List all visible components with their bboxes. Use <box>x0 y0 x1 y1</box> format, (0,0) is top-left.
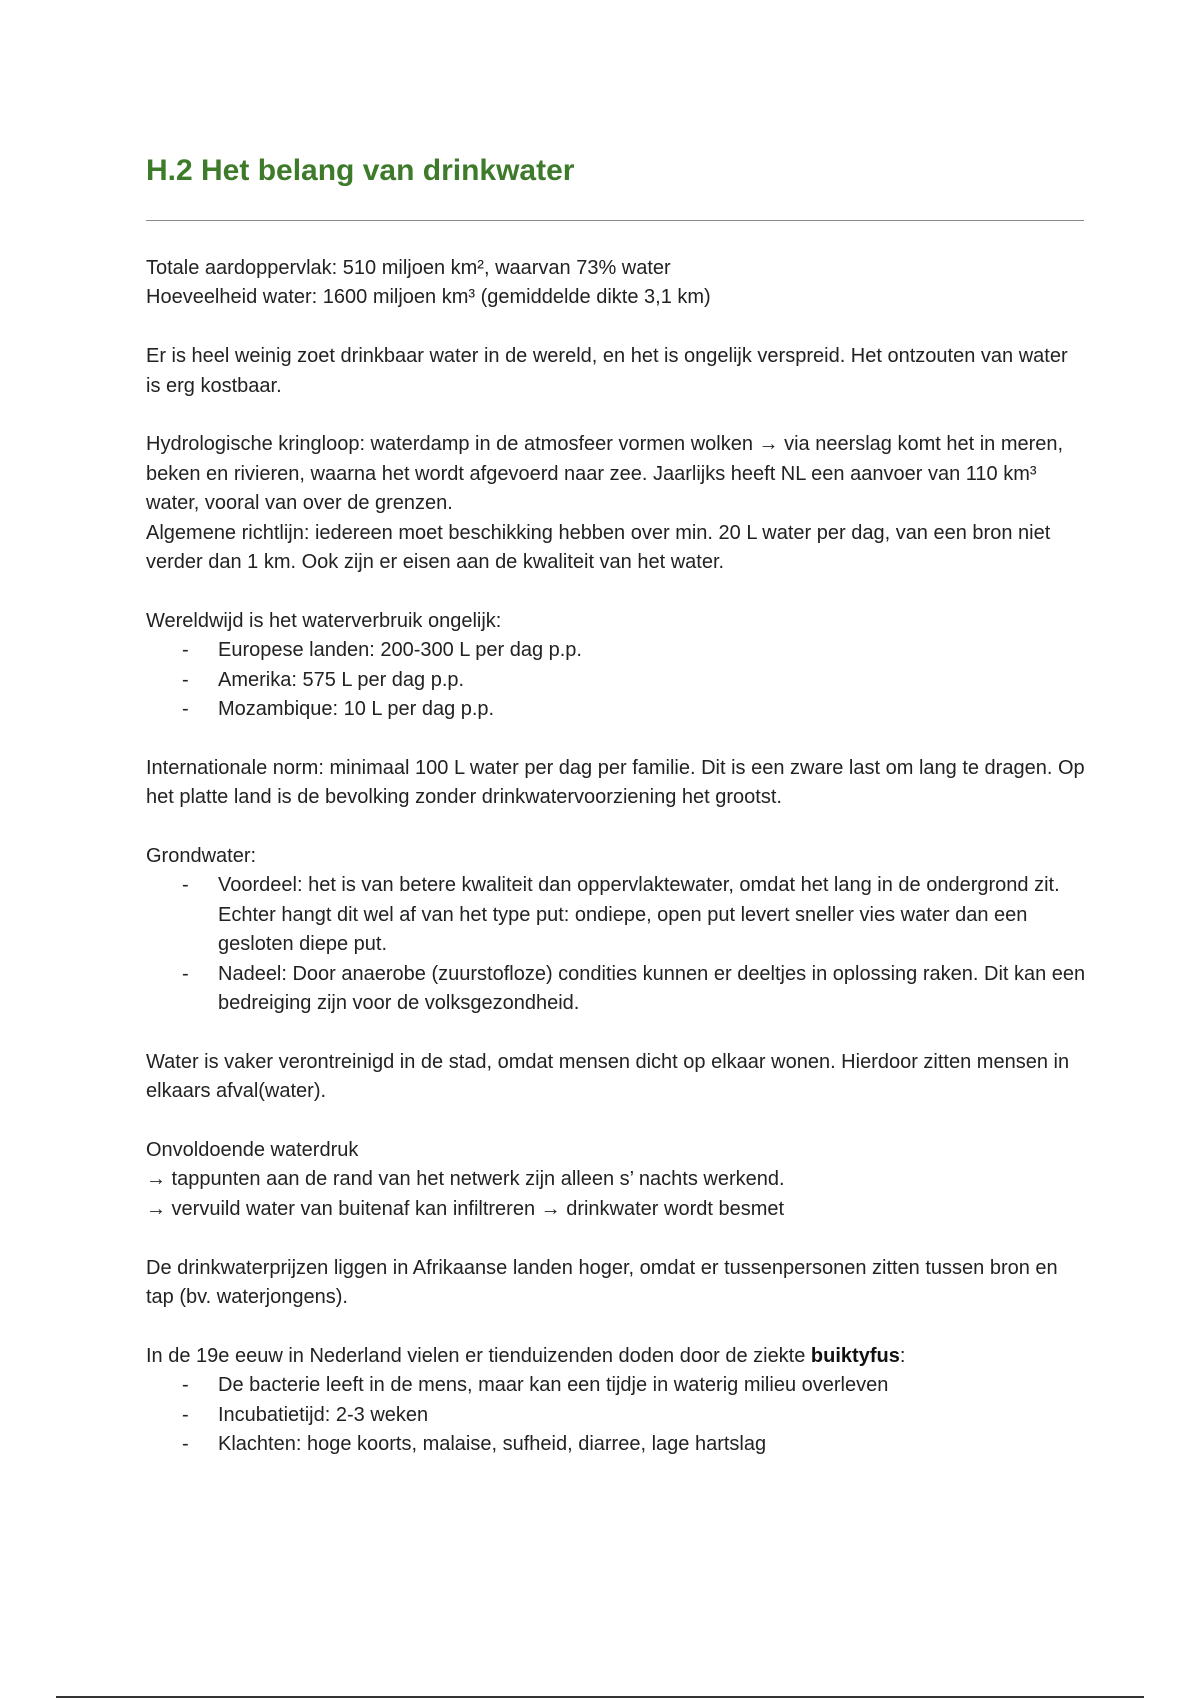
list-item <box>146 1371 1086 1400</box>
list-item-text: Incubatietijd: 2-3 weken <box>218 1403 429 1426</box>
intro-paragraph <box>146 254 1086 313</box>
title-divider <box>146 220 1084 221</box>
list-item-text: Mozambique: 10 L per dag p.p. <box>218 698 495 721</box>
tyfus-disease-name: buiktyfus <box>810 1344 900 1367</box>
list-item <box>146 960 1086 1019</box>
paragraph-drinkbaar: Er is heel weinig zoet drinkbaar water in de wereld, en het is ongelijk verspreid. Het ontzouten van water is erg kostbaar. <box>146 345 1068 397</box>
list-item <box>146 871 1086 959</box>
list-item <box>146 666 1086 695</box>
waterdruk-line-besmet: → vervuild water van buitenaf kan infiltreren → drinkwater wordt besmet <box>146 1197 785 1220</box>
page-bottom-border <box>56 1696 1144 1698</box>
dash-bullet: - <box>182 874 189 897</box>
dash-bullet: - <box>182 1403 189 1426</box>
paragraph-stad: Water is vaker verontreinigd in de stad, omdat mensen dicht op elkaar wonen. Hierdoor zitten mensen in elkaars afval(water). <box>146 1050 1070 1103</box>
dash-bullet: - <box>182 1374 189 1397</box>
page-title: H.2 Het belang van drinkwater <box>146 154 575 187</box>
paragraph-norm: Internationale norm: minimaal 100 L water per dag per familie. Dit is een zware last om lang te dragen. Op het platte land is de bevolking zonder drinkwatervoorziening het grootst. <box>146 756 1085 809</box>
paragraph-richtlijn: Algemene richtlijn: iedereen moet beschikking hebben over min. 20 L water per dag, van een bron niet verder dan 1 km. Ook zijn er eisen aan de kwaliteit van het water. <box>146 521 1051 574</box>
dash-bullet: - <box>182 698 189 721</box>
verbruik-list <box>146 636 1086 724</box>
list-item-text: Nadeel: Door anaerobe (zuurstofloze) condities kunnen er deeltjes in oplossing raken. Dit kan een bedreiging zijn voor de volksgezondheid. <box>218 962 1086 1015</box>
list-item-text: Voordeel: het is van betere kwaliteit dan oppervlaktewater, omdat het lang in de ondergrond zit. Echter hangt dit wel af van het type put: ondiepe, open put levert sneller vies water dan een gesloten diepe put. <box>218 874 1060 956</box>
waterdruk-line-tappunten: → tappunten aan de rand van het netwerk zijn alleen s’ nachts werkend. <box>146 1168 785 1191</box>
grondwater-list <box>146 871 1086 1018</box>
tyfus-heading-text: In de 19e eeuw in Nederland vielen er tienduizenden doden door de ziekte <box>146 1344 811 1367</box>
waterdruk-paragraph <box>146 1136 1086 1224</box>
list-item <box>146 636 1086 665</box>
list-item <box>146 1430 1086 1459</box>
grondwater-heading: Grondwater: <box>146 845 257 868</box>
verbruik-heading: Wereldwijd is het waterverbruik ongelijk: <box>146 609 502 632</box>
waterdruk-heading: Onvoldoende waterdruk <box>146 1139 359 1162</box>
paragraph-prijzen: De drinkwaterprijzen liggen in Afrikaanse landen hoger, omdat er tussenpersonen zitten tussen bron en tap (bv. waterjongens). <box>146 1256 1058 1309</box>
tyfus-list <box>146 1371 1086 1459</box>
paragraph-kringloop: Hydrologische kringloop: waterdamp in de atmosfeer vormen wolken → via neerslag komt het in meren, beken en rivieren, waarna het wordt afgevoerd naar zee. Jaarlijks heeft NL een aanvoer van 110 km³ water, vooral van over de grenzen. <box>146 433 1064 515</box>
intro-line-surface: Totale aardoppervlak: 510 miljoen km², waarvan 73% water <box>146 257 671 279</box>
list-item <box>146 695 1086 724</box>
list-item-text: De bacterie leeft in de mens, maar kan een tijdje in waterig milieu overleven <box>218 1374 889 1397</box>
list-item-text: Europese landen: 200-300 L per dag p.p. <box>218 639 582 662</box>
dash-bullet: - <box>182 1433 189 1456</box>
dash-bullet: - <box>182 668 189 691</box>
tyfus-heading-colon: : <box>899 1344 906 1367</box>
intro-line-volume: Hoeveelheid water: 1600 miljoen km³ (gemiddelde dikte 3,1 km) <box>146 286 711 309</box>
document-page <box>146 150 1086 1489</box>
list-item <box>146 1401 1086 1430</box>
tyfus-heading <box>146 1342 1086 1371</box>
dash-bullet: - <box>182 639 189 662</box>
list-item-text: Amerika: 575 L per dag p.p. <box>218 668 465 691</box>
list-item-text: Klachten: hoge koorts, malaise, sufheid, diarree, lage hartslag <box>218 1433 767 1456</box>
dash-bullet: - <box>182 962 189 985</box>
document-body <box>146 254 1086 1460</box>
